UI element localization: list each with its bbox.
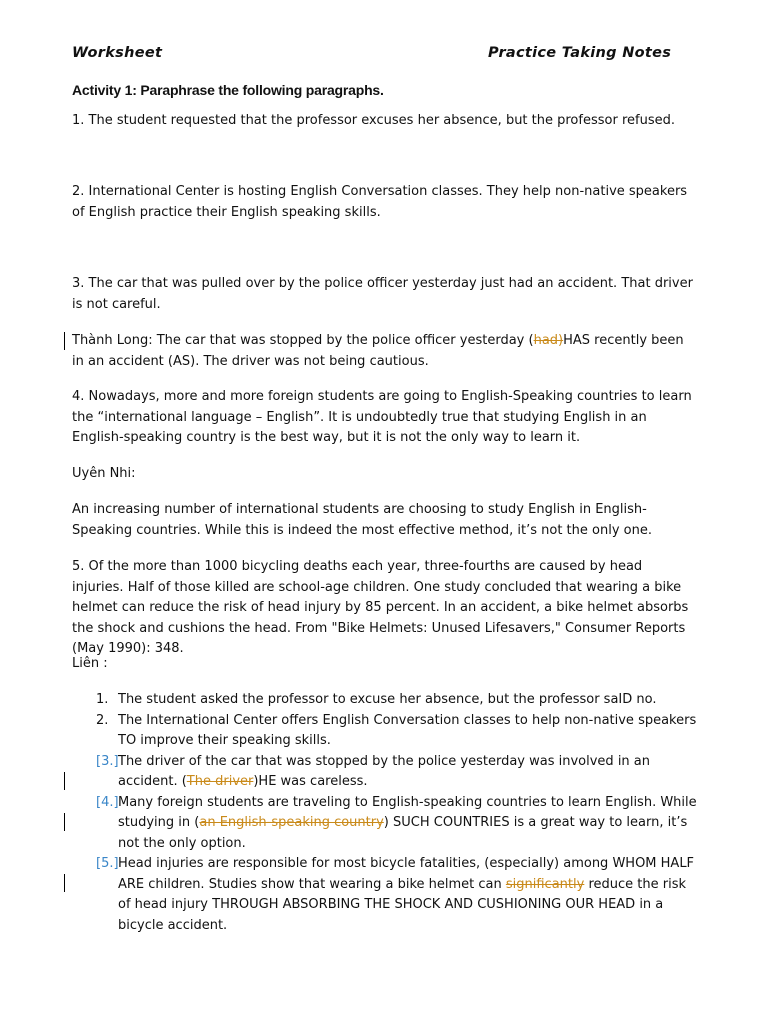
list-item-text-before: Many foreign students are traveling to English-speaking countries to learn English. While studying in ( (118, 794, 697, 830)
list-item (72, 711, 697, 752)
list-item (72, 752, 697, 793)
page-header (72, 43, 692, 65)
paragraph-1: 1. The student requested that the professor excuses her absence, but the professor refused. (72, 113, 675, 128)
change-bar (64, 772, 65, 790)
deleted-text: The driver (186, 774, 254, 789)
list-item-text-after: )HE was careless. (253, 774, 368, 789)
list-item-text-before: The driver of the car that was stopped by the police yesterday was involved in an accident. ( (118, 753, 651, 789)
lien-label: Liên : (72, 656, 108, 671)
paragraph-5: 5. Of the more than 1000 bicycling deaths each year, three-fourths are caused by head injuries. Half of those killed are school-age children. One study concluded that wearing a bike helmet can reduce the risk of head injury by 85 percent. In an accident, a bike helmet absorbs the shock and cushions the head. From "Bike Helmets: Unused Lifesavers," Consumer Reports (May 1990): 348. (72, 559, 689, 656)
paragraph-4: 4. Nowadays, more and more foreign students are going to English-Speaking countries to learn the “international language – English”. It is undoubtedly true that studying English in an English-speaking country is the best way, but it is not the only way to learn it. (72, 389, 692, 445)
list-item-text-after: ) SUCH COUNTRIES is a great way to learn, it’s not the only option. (118, 815, 688, 851)
list-item-text-after: reduce the risk of head injury THROUGH ABSORBING THE SHOCK AND CUSHIONING OUR HEAD in a bicycle accident. (118, 876, 686, 933)
list-item (72, 793, 697, 855)
thanh-long-text-after: HAS recently been in an accident (AS). The driver was not being cautious. (72, 333, 684, 369)
list-item (72, 854, 697, 936)
uyen-nhi-label: Uyên Nhi: (72, 466, 136, 481)
list-number: [4.] (96, 794, 119, 810)
activity-title: Activity 1: Paraphrase the following paragraphs. (72, 82, 384, 98)
paragraph-2: 2. International Center is hosting English Conversation classes. They help non-native speakers of English practice their English speaking skills. (72, 184, 688, 220)
list-number: 2. (96, 712, 109, 728)
paragraph-3: 3. The car that was pulled over by the police officer yesterday just had an accident. That driver is not careful. (72, 276, 693, 312)
list-number: [3.] (96, 753, 119, 769)
list-item (72, 690, 697, 711)
deleted-text: had) (533, 333, 564, 348)
header-practice-taking-notes: Practice Taking Notes (488, 45, 672, 61)
lien-answer-list (72, 690, 697, 936)
change-bar (64, 813, 65, 831)
uyen-nhi-answer: An increasing number of international students are choosing to study English in English-Speaking countries. While this is indeed the most effective method, it’s not the only one. (72, 502, 652, 538)
list-item-text: The International Center offers English Conversation classes to help non-native speakers TO improve their speaking skills. (118, 712, 697, 748)
thanh-long-text-before: Thành Long: The car that was stopped by the police officer yesterday ( (72, 333, 534, 348)
list-number: 1. (96, 692, 109, 707)
list-item-text: The student asked the professor to excuse her absence, but the professor saID no. (118, 692, 657, 707)
change-bar (64, 874, 65, 892)
list-number: [5.] (96, 856, 119, 871)
list-item-text-before: Head injuries are responsible for most bicycle fatalities, (especially) among WHOM HALF ARE children. Studies show that wearing a bike helmet can (118, 856, 695, 892)
change-bar (64, 332, 65, 350)
header-worksheet: Worksheet (72, 45, 163, 61)
deleted-text: an English-speaking country (199, 815, 384, 830)
deleted-text: significantly (505, 876, 585, 892)
thanh-long-answer (72, 331, 697, 372)
